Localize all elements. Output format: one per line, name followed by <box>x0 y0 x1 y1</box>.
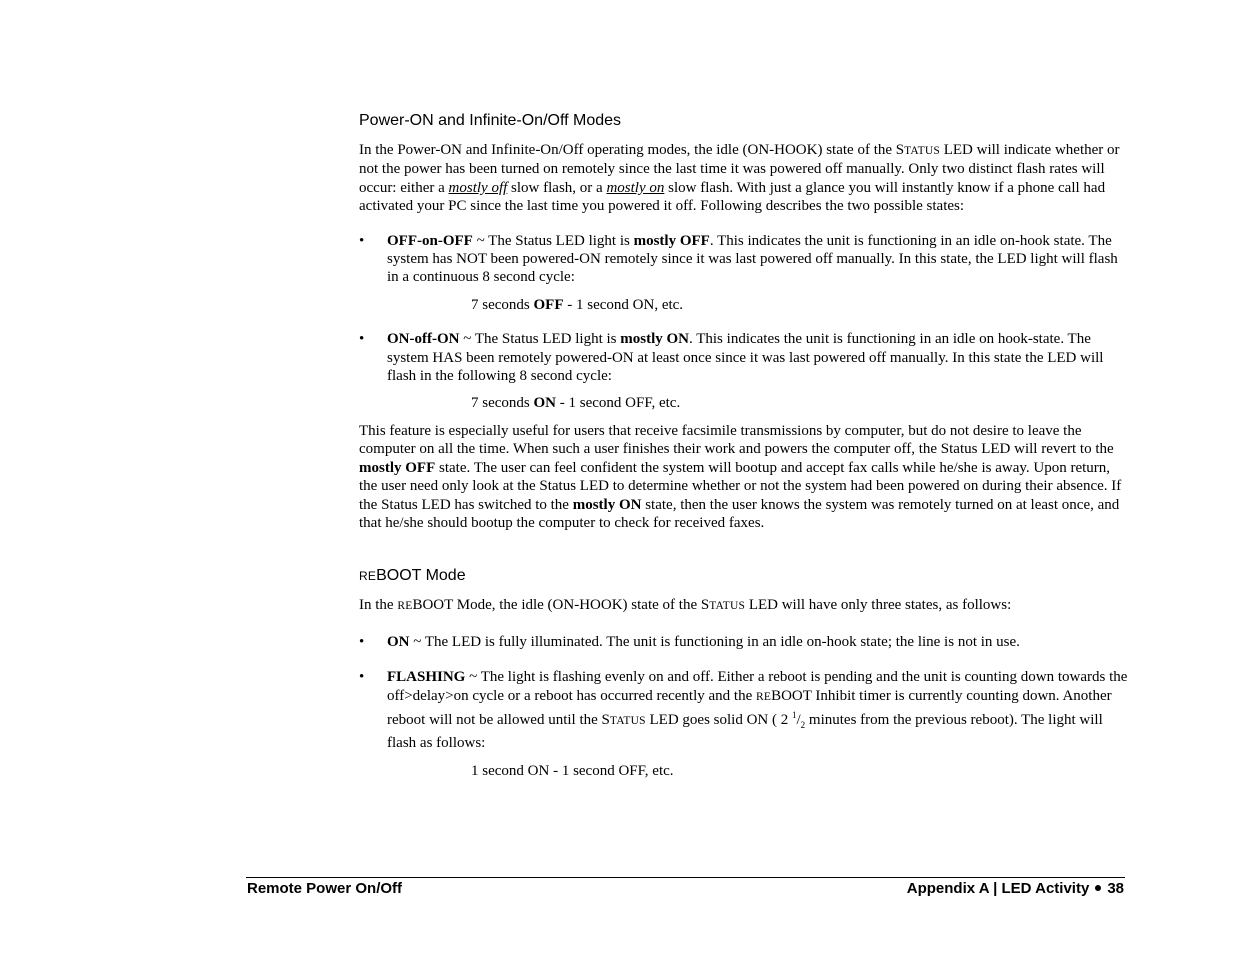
mostly-off-emphasis: mostly off <box>448 179 508 196</box>
page-content <box>359 110 1129 780</box>
bullet-icon: • <box>359 633 365 650</box>
page-number: 38 <box>1107 880 1124 897</box>
intro-paragraph: In the Power-ON and Infinite-On/Off operating modes, the idle (ON-HOOK) state of the STATUS LED will indicate whether or not the power has been turned on remotely since the last time it was powered off manually. Only two distinct flash rates will occur: either a mostly off slow flash, or a mostly on slow flash. With just a glance you will instantly know if a phone call had activated your PC since the last time you powered it off. Following describes the two possible states: <box>359 142 1120 215</box>
section-heading-reboot: REBOOT Mode <box>359 567 466 585</box>
mostly-on-emphasis: mostly on <box>606 179 665 196</box>
feature-paragraph: This feature is especially useful for users that receive facsimile transmissions by computer, but do not desire to leave the computer on all the time. When such a user finishes their work and powers the computer off, the Status LED will revert to the mostly OFF state. The user can feel confident the system will bootup and accept fax calls while he/she is away. Upon return, the user need only look at the Status LED to determine whether or not the system had been powered on during their absence. If the Status LED has switched to the mostly ON state, then the user knows the system was remotely turned on at least once, and that he/she should bootup the computer to check for received faxes. <box>359 422 1122 531</box>
reboot-intro-paragraph: In the REBOOT Mode, the idle (ON-HOOK) state of the STATUS LED will have only three states, as follows: <box>359 597 1012 614</box>
footer-rule <box>246 877 1125 878</box>
bullet-on: • ON ~ The LED is fully illuminated. The unit is functioning in an idle on-hook state; the line is not in use. <box>359 633 1020 650</box>
bullet-icon: • <box>359 669 365 686</box>
section-heading-power-on: Power-ON and Infinite-On/Off Modes <box>359 112 622 129</box>
footer-chapter: Appendix A | LED Activity <box>906 880 1090 897</box>
separator-dot-icon <box>1095 885 1101 891</box>
bullet-icon: • <box>359 232 365 249</box>
bullet-icon: • <box>359 331 365 348</box>
footer-section <box>907 880 1124 898</box>
bullet-flashing: • FLASHING ~ The light is flashing evenly on and off. Either a reboot is pending and the unit is counting down towards the off>delay>on cycle or a reboot has occurred recently and the REBOOT Inhibit timer is currently counting down. Another reboot will not be allowed until the STATUS LED goes solid ON ( 2 $^1/_2$ minutes from the previous reboot). The light will flash as follows: <box>359 669 1128 752</box>
cycle-off-on-off: 7 seconds OFF - 1 second ON, etc. <box>471 296 684 313</box>
bullet-on-off-on: • ON-off-ON ~ The Status LED light is mostly ON. This indicates the unit is functioning in an idle on hook-state. The system HAS been remotely powered-ON at least once since it was last powered off manually. In this state the LED will flash in the following 8 second cycle: <box>359 331 1104 385</box>
cycle-flashing: 1 second ON - 1 second OFF, etc. <box>471 762 674 779</box>
cycle-on-off-on: 7 seconds ON - 1 second OFF, etc. <box>471 395 681 412</box>
bullet-off-on-off: • OFF-on-OFF ~ The Status LED light is mostly OFF. This indicates the unit is functioning in an idle on-hook state. The system has NOT been powered-ON remotely since it was last powered off manually. In this state, the LED light will flash in a continuous 8 second cycle: <box>359 232 1118 286</box>
footer-title: Remote Power On/Off <box>247 880 403 897</box>
